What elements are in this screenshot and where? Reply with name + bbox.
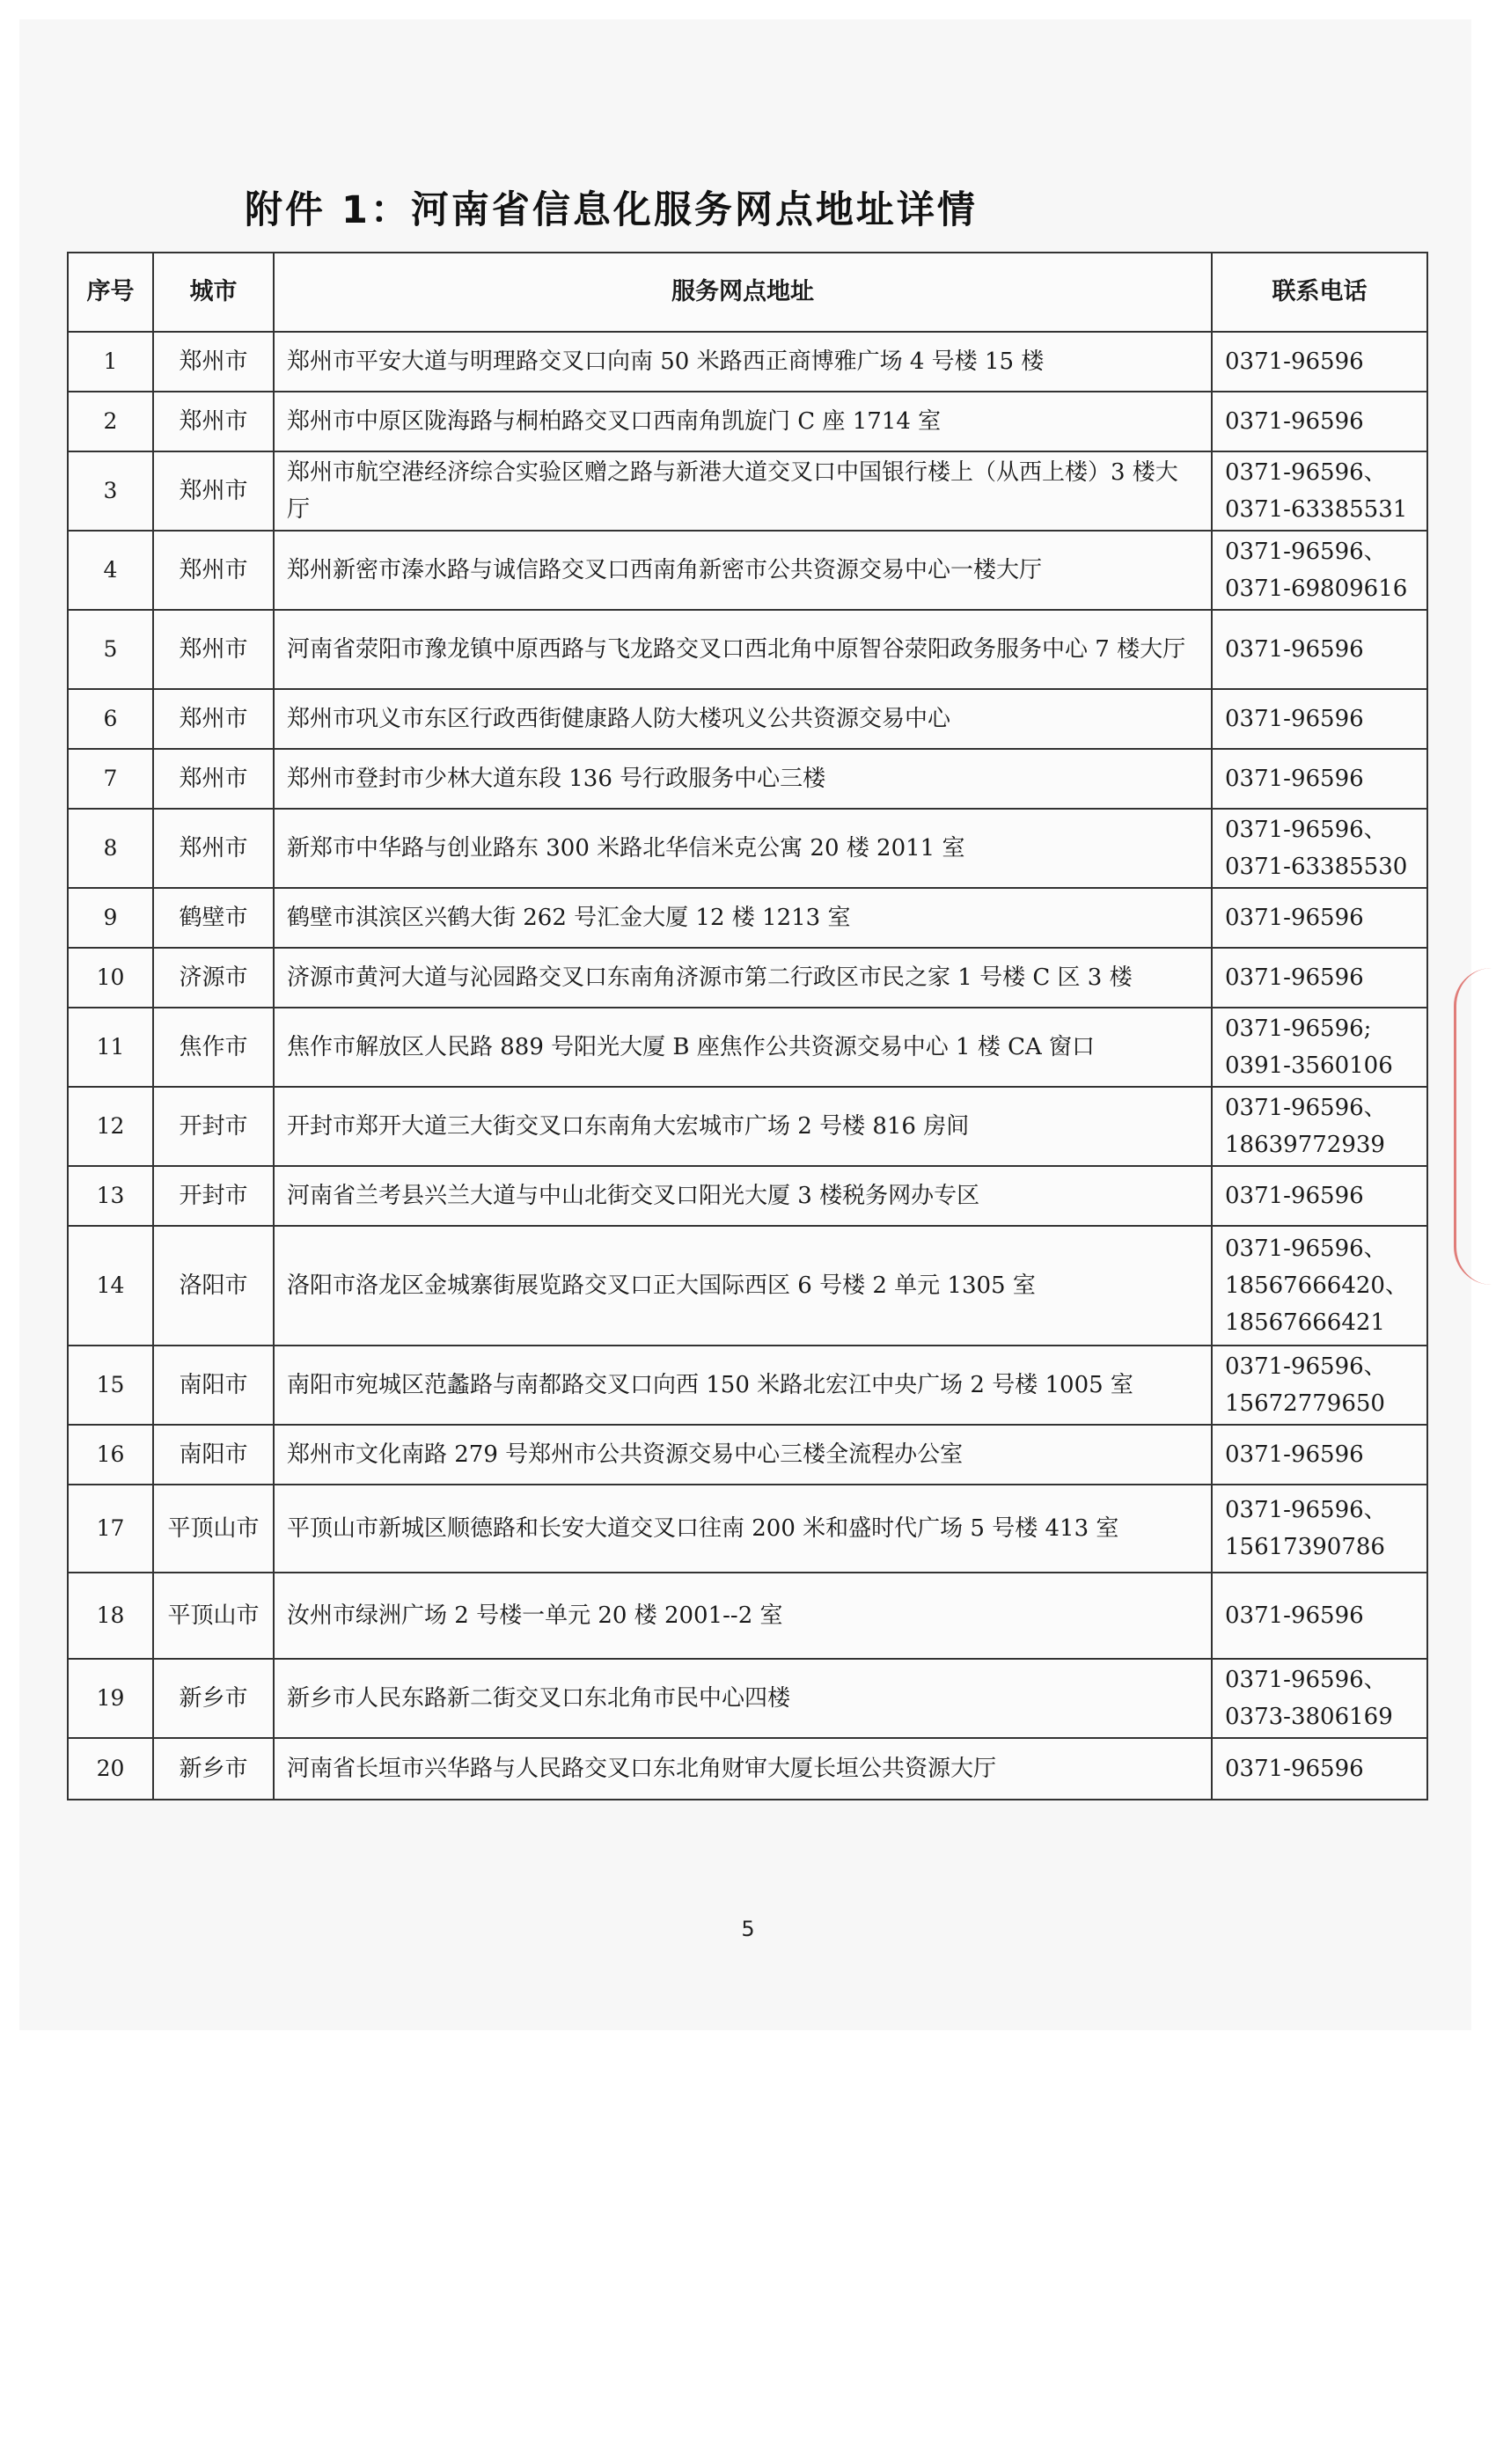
row-address: 平顶山市新城区顺德路和长安大道交叉口往南 200 米和盛时代广场 5 号楼 413 室 [274,1485,1212,1573]
row-phone: 0371-96596 [1212,1166,1427,1226]
row-city: 郑州市 [153,392,274,451]
row-city: 洛阳市 [153,1226,274,1346]
row-phone: 0371-96596、 18639772939 [1212,1087,1427,1166]
table-row [68,1087,1427,1166]
row-city: 济源市 [153,948,274,1008]
row-city: 郑州市 [153,809,274,888]
row-phone: 0371-96596; 0391-3560106 [1212,1008,1427,1087]
row-city: 开封市 [153,1087,274,1166]
row-address: 河南省荥阳市豫龙镇中原西路与飞龙路交叉口西北角中原智谷荥阳政务服务中心 7 楼大厅 [274,610,1212,689]
row-phone: 0371-96596 [1212,948,1427,1008]
table-row [68,809,1427,888]
row-number: 3 [68,451,153,531]
row-number: 1 [68,332,153,392]
row-number: 8 [68,809,153,888]
header-address: 服务网点地址 [274,253,1212,332]
row-city: 郑州市 [153,531,274,610]
row-address: 汝州市绿洲广场 2 号楼一单元 20 楼 2001--2 室 [274,1573,1212,1659]
page-number: 5 [741,1917,755,1941]
header-city: 城市 [153,253,274,332]
row-phone: 0371-96596 [1212,749,1427,809]
row-city: 郑州市 [153,451,274,531]
row-phone: 0371-96596 [1212,1573,1427,1659]
row-address: 郑州市文化南路 279 号郑州市公共资源交易中心三楼全流程办公室 [274,1425,1212,1485]
table-row [68,610,1427,689]
service-sites-table [67,252,1428,1800]
table-header-row [68,253,1427,332]
row-phone: 0371-96596 [1212,888,1427,948]
row-address: 郑州市登封市少林大道东段 136 号行政服务中心三楼 [274,749,1212,809]
table-row [68,531,1427,610]
row-address: 新郑市中华路与创业路东 300 米路北华信米克公寓 20 楼 2011 室 [274,809,1212,888]
row-phone: 0371-96596、 0371-69809616 [1212,531,1427,610]
row-number: 4 [68,531,153,610]
row-address: 郑州市巩义市东区行政西街健康路人防大楼巩义公共资源交易中心 [274,689,1212,749]
table-row [68,1346,1427,1425]
row-phone: 0371-96596、 15672779650 [1212,1346,1427,1425]
table-body [68,332,1427,1800]
row-city: 平顶山市 [153,1485,274,1573]
table-row [68,689,1427,749]
row-phone: 0371-96596、 0371-63385530 [1212,809,1427,888]
row-city: 南阳市 [153,1425,274,1485]
row-number: 16 [68,1425,153,1485]
row-address: 鹤壁市淇滨区兴鹤大街 262 号汇金大厦 12 楼 1213 室 [274,888,1212,948]
table-row [68,1425,1427,1485]
page-title: 附件 1：河南省信息化服务网点地址详情 [245,188,978,232]
header-phone: 联系电话 [1212,253,1427,332]
table-row [68,1573,1427,1659]
row-address: 郑州新密市溱水路与诚信路交叉口西南角新密市公共资源交易中心一楼大厅 [274,531,1212,610]
row-number: 13 [68,1166,153,1226]
row-number: 17 [68,1485,153,1573]
row-city: 新乡市 [153,1659,274,1738]
row-number: 19 [68,1659,153,1738]
table-row [68,1738,1427,1800]
table-row [68,451,1427,531]
row-phone: 0371-96596 [1212,392,1427,451]
row-number: 12 [68,1087,153,1166]
row-address: 郑州市平安大道与明理路交叉口向南 50 米路西正商博雅广场 4 号楼 15 楼 [274,332,1212,392]
row-city: 开封市 [153,1166,274,1226]
row-phone: 0371-96596 [1212,689,1427,749]
row-city: 南阳市 [153,1346,274,1425]
row-phone: 0371-96596 [1212,1425,1427,1485]
row-city: 新乡市 [153,1738,274,1800]
row-number: 7 [68,749,153,809]
row-phone: 0371-96596、 0373-3806169 [1212,1659,1427,1738]
row-number: 20 [68,1738,153,1800]
row-address: 新乡市人民东路新二街交叉口东北角市民中心四楼 [274,1659,1212,1738]
table-row [68,948,1427,1008]
row-number: 11 [68,1008,153,1087]
row-number: 18 [68,1573,153,1659]
row-city: 郑州市 [153,332,274,392]
red-seal-stamp [1454,968,1492,1285]
row-address: 济源市黄河大道与沁园路交叉口东南角济源市第二行政区市民之家 1 号楼 C 区 3 楼 [274,948,1212,1008]
row-number: 2 [68,392,153,451]
row-address: 洛阳市洛龙区金城寨街展览路交叉口正大国际西区 6 号楼 2 单元 1305 室 [274,1226,1212,1346]
row-city: 鹤壁市 [153,888,274,948]
header-no: 序号 [68,253,153,332]
row-number: 15 [68,1346,153,1425]
table-row [68,1485,1427,1573]
table-row [68,888,1427,948]
row-city: 焦作市 [153,1008,274,1087]
row-phone: 0371-96596 [1212,332,1427,392]
row-number: 5 [68,610,153,689]
table-row [68,332,1427,392]
row-number: 9 [68,888,153,948]
row-address: 郑州市航空港经济综合实验区赠之路与新港大道交叉口中国银行楼上（从西上楼）3 楼大厅 [274,451,1212,531]
table-row [68,1659,1427,1738]
table-row [68,392,1427,451]
table-row [68,1008,1427,1087]
table-row [68,749,1427,809]
row-address: 开封市郑开大道三大街交叉口东南角大宏城市广场 2 号楼 816 房间 [274,1087,1212,1166]
row-phone: 0371-96596、 0371-63385531 [1212,451,1427,531]
row-city: 郑州市 [153,610,274,689]
row-phone: 0371-96596、 18567666420、 18567666421 [1212,1226,1427,1346]
row-city: 平顶山市 [153,1573,274,1659]
row-city: 郑州市 [153,689,274,749]
row-address: 河南省长垣市兴华路与人民路交叉口东北角财审大厦长垣公共资源大厅 [274,1738,1212,1800]
row-address: 南阳市宛城区范蠡路与南都路交叉口向西 150 米路北宏江中央广场 2 号楼 1005 室 [274,1346,1212,1425]
table-row [68,1166,1427,1226]
row-number: 6 [68,689,153,749]
row-phone: 0371-96596、 15617390786 [1212,1485,1427,1573]
row-address: 焦作市解放区人民路 889 号阳光大厦 B 座焦作公共资源交易中心 1 楼 CA 窗口 [274,1008,1212,1087]
row-address: 河南省兰考县兴兰大道与中山北街交叉口阳光大厦 3 楼税务网办专区 [274,1166,1212,1226]
row-phone: 0371-96596 [1212,610,1427,689]
row-number: 14 [68,1226,153,1346]
row-phone: 0371-96596 [1212,1738,1427,1800]
row-number: 10 [68,948,153,1008]
table-row [68,1226,1427,1346]
row-address: 郑州市中原区陇海路与桐柏路交叉口西南角凯旋门 C 座 1714 室 [274,392,1212,451]
row-city: 郑州市 [153,749,274,809]
